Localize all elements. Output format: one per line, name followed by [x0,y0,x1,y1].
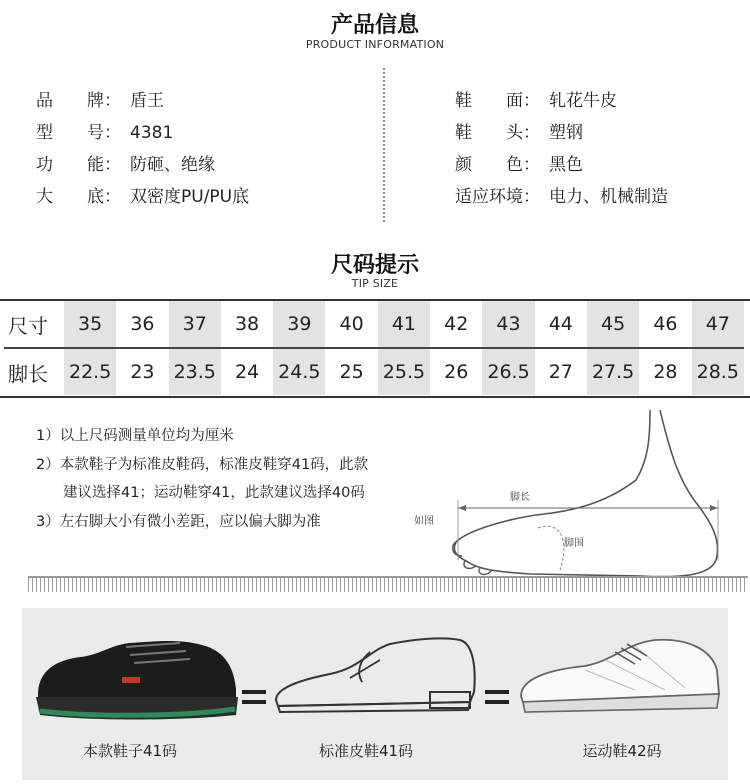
equals-sign-2 [485,690,509,704]
info-value: 盾王 [130,91,164,111]
info-label: 品 牌： [36,91,121,111]
info-row-brand [36,90,249,122]
sports-shoe-drawing [515,630,725,720]
foot-length-cell: 24 [234,361,260,383]
size-cell: 42 [430,301,482,348]
label-ruguo: 如图 [414,516,434,527]
info-row-toe [455,122,668,154]
product-info-subtitle: PRODUCT INFORMATION [305,38,445,51]
size-cell: 41 [378,301,430,348]
size-cell: 35 [64,301,116,348]
product-info-left [36,90,249,218]
info-row-function [36,154,249,186]
size-row-label: 尺寸 [4,301,64,348]
caption-sports-shoe: 运动鞋42码 [582,742,662,760]
info-label: 大 底： [36,187,121,207]
foot-length-cell: 26 [444,361,469,383]
table-bottom-rule [0,396,750,398]
size-row [4,301,744,348]
info-value: 双密度PU/PU底 [130,187,250,207]
column-divider [383,68,385,222]
info-value: 轧花牛皮 [549,91,617,111]
info-value: 塑钢 [549,123,583,143]
info-row-upper [455,90,668,122]
foot-diagram [410,400,740,580]
foot-length-cell: 25.5 [378,348,430,395]
ruler [28,576,748,592]
info-row-model [36,122,249,154]
info-label: 颜 色： [455,155,540,175]
label-length: 脚长 [510,492,530,503]
note-3: 3）左右脚大小有微小差距，应以偏大脚为准 [36,514,321,530]
info-row-environment [455,186,668,218]
equals-sign-1 [242,690,266,704]
size-cell: 47 [692,301,744,348]
note-2-cont: 建议选择41；运动鞋穿41，此款建议选择40码 [63,485,365,501]
size-cell: 43 [482,301,534,348]
size-cell: 44 [535,301,587,348]
info-label: 鞋 头： [455,123,540,143]
foot-length-row [4,348,744,395]
foot-length-cell: 25 [339,361,364,383]
info-row-sole [36,186,249,218]
foot-length-cell: 23.5 [169,348,221,395]
foot-length-cell: 26.5 [482,348,534,395]
foot-length-cell: 27.5 [587,348,639,395]
size-cell: 40 [325,301,377,348]
size-cell: 36 [116,301,168,348]
info-label: 型 号： [36,123,121,143]
label-foot-girth: 脚围 [564,538,584,549]
info-value: 防砸、绝缘 [130,155,215,175]
size-cell: 45 [587,301,639,348]
size-tip-subtitle: TIP SIZE [351,277,399,290]
foot-outline [454,410,717,577]
info-label: 鞋 面： [455,91,540,111]
size-cell: 37 [169,301,221,348]
note-2: 2）本款鞋子为标准皮鞋码，标准皮鞋穿41码，此款 [36,457,369,473]
safety-shoe-image [30,625,240,725]
info-row-color [455,154,668,186]
leather-shoe-drawing [270,630,480,720]
info-label: 功 能： [36,155,121,175]
foot-length-cell: 27 [548,361,573,383]
info-value: 黑色 [549,155,583,175]
foot-length-cell: 22.5 [64,348,116,395]
size-cell: 38 [221,301,273,348]
info-value: 电力、机械制造 [549,187,668,207]
caption-leather-shoe: 标准皮鞋41码 [318,742,414,760]
caption-this-shoe: 本款鞋子41码 [82,742,178,760]
foot-length-cell: 28 [653,361,678,383]
foot-row-label: 脚长 [8,361,48,386]
size-cell: 46 [639,301,691,348]
note-1: 1）以上尺码测量单位均为厘米 [36,428,234,444]
girth-curve [538,526,564,570]
info-value: 4381 [130,123,174,143]
foot-length-cell: 23 [130,361,155,383]
size-tip-title: 尺码提示 [330,253,419,278]
info-label: 适应环境： [455,187,540,207]
size-cell: 39 [273,301,325,348]
foot-length-cell: 24.5 [273,348,325,395]
product-info-right [455,90,668,218]
product-info-title: 产品信息 [330,13,419,38]
size-table [4,301,744,395]
foot-length-cell: 28.5 [692,348,744,395]
